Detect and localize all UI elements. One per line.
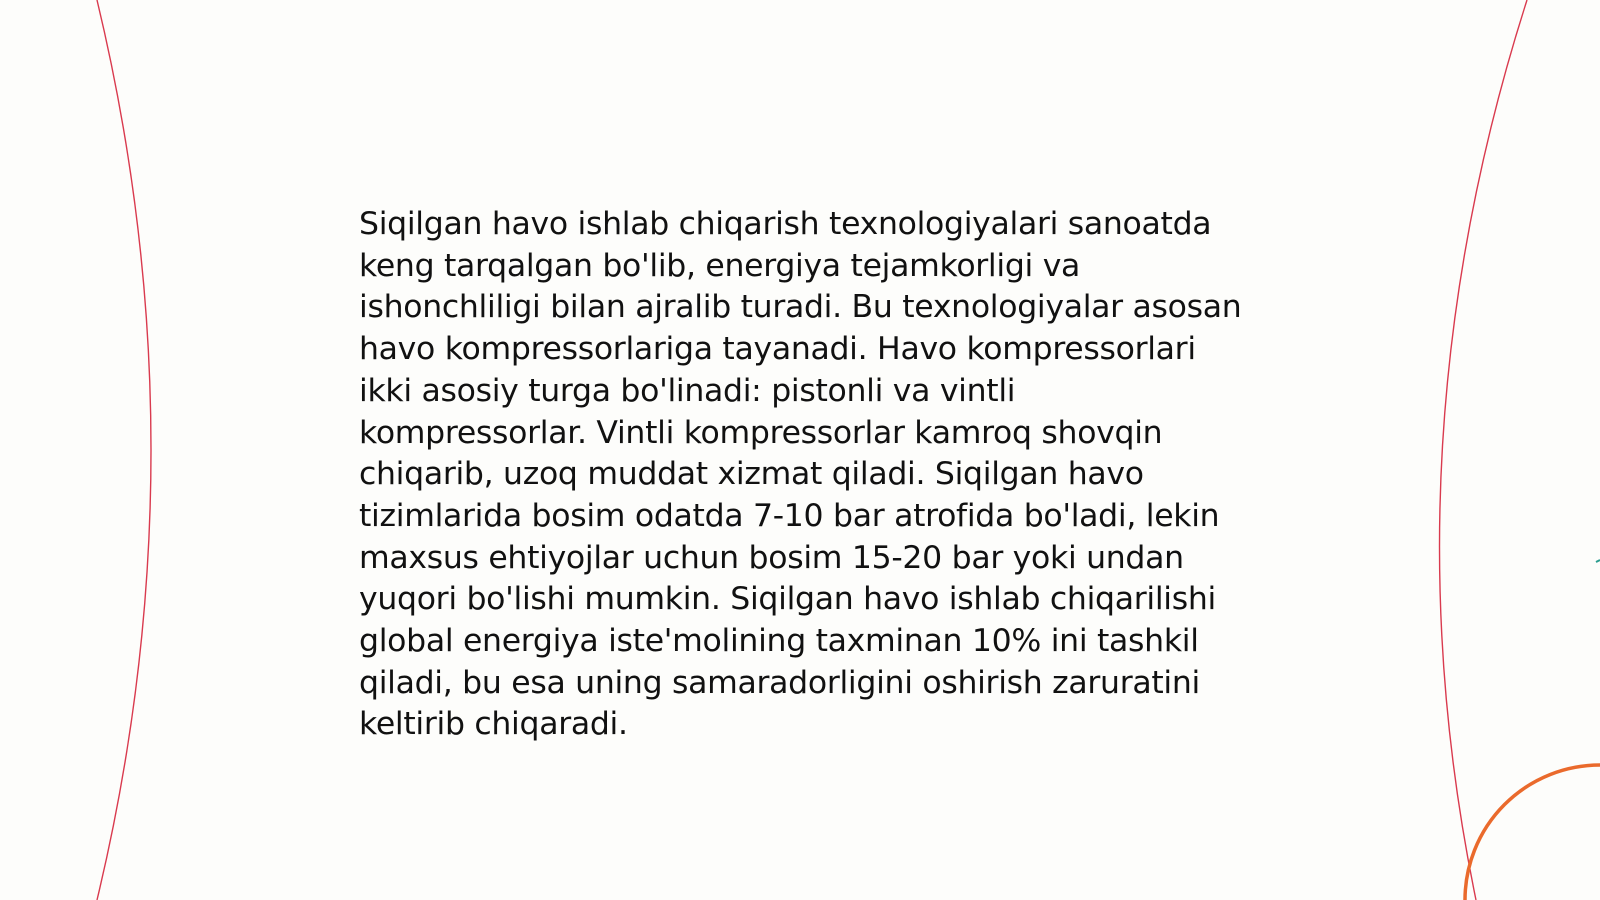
teal-accent-mark [1596,560,1600,562]
body-paragraph: Siqilgan havo ishlab chiqarish texnologiyalari sanoatda keng tarqalgan bo'lib, energiya tejamkorligi va ishonchliligi bilan ajralib turadi. Bu texnologiyalar asosan havo kompressorlariga tayanadi. Havo kompressorlari ikki asosiy turga bo'linadi: pistonli va vintli kompressorlar. Vintli kompressorlar kamroq shovqin chiqarib, uzoq muddat xizmat qiladi. Siqilgan havo tizimlarida bosim odatda 7-10 bar atrofida bo'ladi, lekin maxsus ehtiyojlar uchun bosim 15-20 bar yoki undan yuqori bo'lishi mumkin. Siqilgan havo ishlab chiqarilishi global energiya iste'molining taxminan 10% ini tashkil qiladi, bu esa uning samaradorligini oshirish zaruratini keltirib chiqaradi. [359,206,1242,743]
left-curve-line [97,0,151,900]
orange-arc [1465,765,1600,900]
right-curve-line [1440,0,1527,900]
